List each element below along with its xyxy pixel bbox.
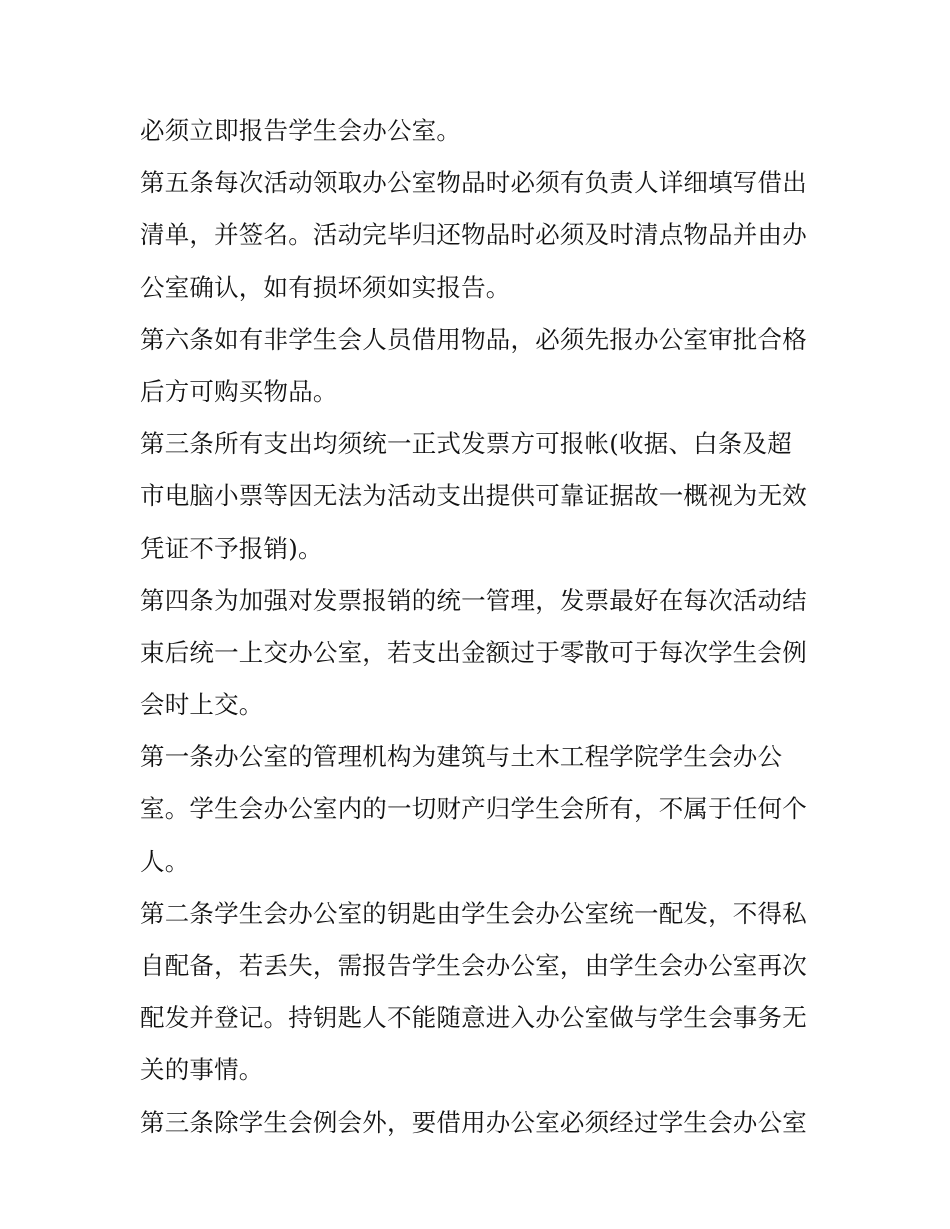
text-line: 市电脑小票等因无法为活动支出提供可靠证据故一概视为无效 [140,481,807,511]
text-line: 第一条办公室的管理机构为建筑与土木工程学院学生会办公 [140,742,783,772]
document-body [140,105,820,1149]
text-line: 自配备，若丢失，需报告学生会办公室，由学生会办公室再次 [140,951,807,980]
text-line: 人。 [140,846,190,876]
text-line: 关的事情。 [140,1055,264,1085]
text-line: 凭证不予报销)。 [140,533,323,563]
text-line: 清单，并签名。活动完毕归还物品时必须及时清点物品并由办 [140,220,807,250]
text-line: 公室确认，如有损坏须如实报告。 [140,272,511,302]
text-line: 会时上交。 [140,690,264,720]
text-line: 束后统一上交办公室，若支出金额过于零散可于每次学生会例 [140,637,807,667]
text-line: 后方可购买物品。 [140,376,338,406]
text-line: 配发并登记。持钥匙人不能随意进入办公室做与学生会事务无 [140,1003,807,1033]
text-line: 第四条为加强对发票报销的统一管理，发票最好在每次活动结 [140,585,807,615]
text-line: 第二条学生会办公室的钥匙由学生会办公室统一配发，不得私 [140,898,807,928]
text-line: 第六条如有非学生会人员借用物品，必须先报办公室审批合格 [140,324,807,354]
text-line: 第五条每次活动领取办公室物品时必须有负责人详细填写借出 [140,168,807,198]
text-line: 第三条所有支出均须统一正式发票方可报帐(收据、白条及超 [140,429,792,459]
text-line: 室。学生会办公室内的一切财产归学生会所有，不属于任何个 [140,794,807,824]
text-line: 第三条除学生会例会外，要借用办公室必须经过学生会办公室 [140,1107,807,1137]
text-line: 必须立即报告学生会办公室。 [140,116,462,145]
